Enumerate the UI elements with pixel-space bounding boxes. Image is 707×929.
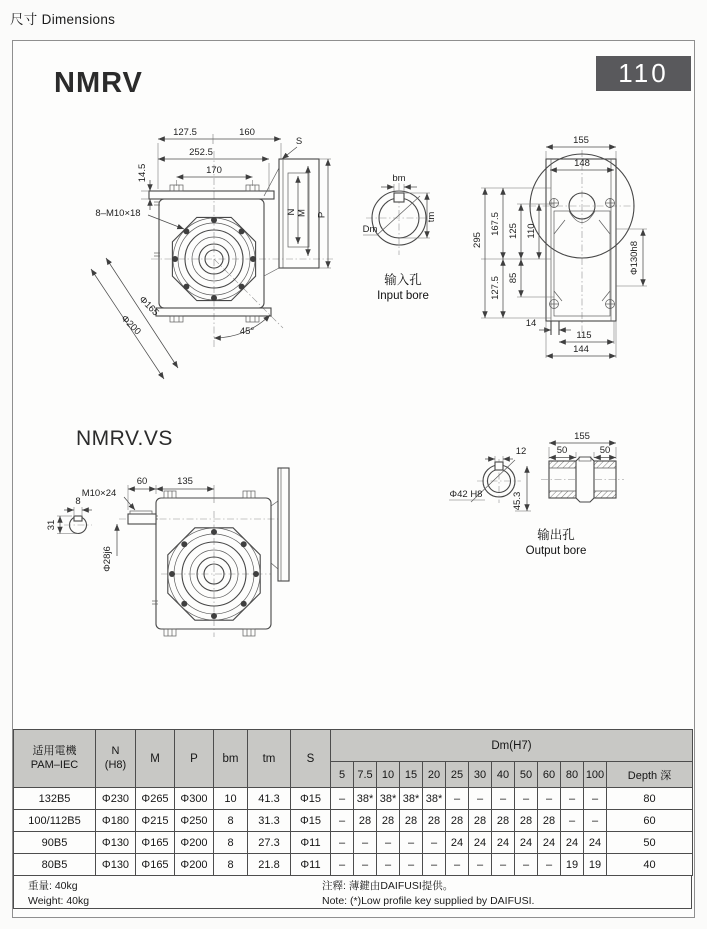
value-cell: –: [400, 832, 423, 854]
value-cell: 60: [607, 810, 693, 832]
value-cell: 28: [354, 810, 377, 832]
value-cell: Φ15: [291, 788, 331, 810]
value-cell: –: [469, 854, 492, 876]
value-cell: 50: [607, 832, 693, 854]
spec-row: [14, 788, 693, 810]
col-header-dm: Dm(H7): [331, 730, 693, 762]
value-cell: 21.8: [248, 854, 291, 876]
value-cell: Φ215: [136, 810, 175, 832]
dim-135: 135: [177, 476, 193, 487]
dm-subheader-cell: 10: [377, 762, 400, 788]
weight-en: Weight: 40kg: [28, 894, 90, 907]
value-cell: –: [492, 854, 515, 876]
value-cell: –: [331, 832, 354, 854]
value-cell: –: [331, 788, 354, 810]
dim-252-5: 252.5: [189, 147, 213, 158]
col-header-p: P: [175, 730, 214, 788]
value-cell: Φ250: [175, 810, 214, 832]
value-cell: 27.3: [248, 832, 291, 854]
dm-subheader-cell: 60: [538, 762, 561, 788]
dim-50b: 50: [599, 445, 611, 456]
value-cell: 24: [538, 832, 561, 854]
bolt-spec-label: 8–M10×18: [95, 208, 141, 219]
dm-subheader-cell: 100: [584, 762, 607, 788]
spec-table-section: [13, 729, 694, 909]
nmrv-drawing: [61, 116, 353, 408]
value-cell: –: [423, 832, 446, 854]
value-cell: –: [377, 854, 400, 876]
value-cell: 19: [584, 854, 607, 876]
col-header-m: M: [136, 730, 175, 788]
value-cell: –: [515, 788, 538, 810]
dim-dm: Dm: [362, 224, 378, 235]
weight-note: [28, 879, 89, 908]
weight-zh: 重量: 40kg: [28, 880, 78, 892]
value-cell: Φ180: [96, 810, 136, 832]
pam-cell: 100/112B5: [14, 810, 96, 832]
value-cell: 28: [538, 810, 561, 832]
dim-s: S: [295, 136, 303, 147]
dm-subheader-cell: 30: [469, 762, 492, 788]
dim-167-5: 167.5: [490, 212, 501, 236]
value-cell: 24: [446, 832, 469, 854]
col-header-s: S: [291, 730, 331, 788]
value-cell: 40: [607, 854, 693, 876]
pam-cell: 90B5: [14, 832, 96, 854]
dim-bm: bm: [392, 173, 406, 184]
value-cell: Φ200: [175, 832, 214, 854]
dim-170: 170: [206, 165, 222, 176]
dim-144: 144: [573, 344, 589, 355]
value-cell: 28: [446, 810, 469, 832]
dm-subheader-cell: 20: [423, 762, 446, 788]
series-title: NMRV: [54, 67, 143, 99]
value-cell: 24: [469, 832, 492, 854]
dim-m: M: [296, 209, 308, 217]
output-bore-caption-zh: 输出孔: [537, 528, 575, 542]
dim-50a: 50: [556, 445, 568, 456]
spec-row: [14, 810, 693, 832]
value-cell: –: [400, 854, 423, 876]
col-header-pam: 适用電機 PAM–IEC: [14, 730, 96, 788]
dim-31: 31: [46, 519, 57, 531]
output-bore-drawing: [441, 431, 693, 567]
input-bore-caption-zh: 输入孔: [384, 273, 422, 287]
value-cell: –: [354, 832, 377, 854]
value-cell: 8: [214, 810, 248, 832]
dim-n: N: [286, 208, 297, 216]
value-cell: 8: [214, 832, 248, 854]
value-cell: 38*: [423, 788, 446, 810]
value-cell: –: [584, 810, 607, 832]
pam-cell: 132B5: [14, 788, 96, 810]
value-cell: 41.3: [248, 788, 291, 810]
dim-p: P: [316, 211, 328, 219]
dim-phi130h8: Φ130h8: [629, 241, 640, 275]
input-bore-shape: [363, 183, 432, 255]
rear-view-drawing: [471, 136, 695, 368]
key-note: [322, 879, 534, 908]
value-cell: 24: [515, 832, 538, 854]
value-cell: Φ200: [175, 854, 214, 876]
value-cell: –: [538, 788, 561, 810]
dim-115: 115: [576, 330, 592, 341]
value-cell: –: [377, 832, 400, 854]
dim-14: 14: [525, 318, 537, 329]
value-cell: 38*: [354, 788, 377, 810]
vs-face: [168, 528, 260, 620]
value-cell: –: [538, 854, 561, 876]
dimension-sheet: [12, 40, 695, 918]
value-cell: –: [492, 788, 515, 810]
value-cell: 28: [469, 810, 492, 832]
input-bore-caption-en: Input bore: [377, 290, 429, 302]
dim-8: 8: [75, 496, 81, 507]
table-footer: [13, 876, 692, 909]
dim-phi28j6: Φ28j6: [102, 546, 113, 572]
value-cell: Φ15: [291, 810, 331, 832]
dm-subheader-cell: 40: [492, 762, 515, 788]
spec-row: [14, 854, 693, 876]
spec-table: [13, 729, 693, 876]
value-cell: 38*: [377, 788, 400, 810]
value-cell: 80: [607, 788, 693, 810]
value-cell: 24: [492, 832, 515, 854]
dim-tm: tm: [426, 211, 437, 223]
dim-phi165: Φ165: [136, 294, 161, 319]
col-header-bm: bm: [214, 730, 248, 788]
output-bore-dims: [485, 443, 616, 511]
value-cell: Φ165: [136, 854, 175, 876]
nmrv-centerlines: [151, 151, 333, 348]
dim-12: 12: [515, 446, 527, 457]
dim-127-5: 127.5: [173, 127, 197, 138]
vs-series-title: NMRV.VS: [76, 427, 173, 450]
value-cell: 24: [584, 832, 607, 854]
dim-phi42h8: Φ42 H8: [449, 489, 483, 500]
dim-phi200: Φ200: [118, 313, 143, 338]
dm-subheader-cell: 25: [446, 762, 469, 788]
dim-127-5b: 127.5: [490, 276, 501, 300]
value-cell: –: [446, 788, 469, 810]
input-bore-drawing: [361, 171, 473, 307]
page-title: 尺寸 Dimensions: [10, 12, 116, 27]
value-cell: 28: [423, 810, 446, 832]
col-header-n: N (H8): [96, 730, 136, 788]
value-cell: –: [354, 854, 377, 876]
value-cell: 19: [561, 854, 584, 876]
nmrv-vs-drawing: [31, 461, 323, 687]
value-cell: –: [446, 854, 469, 876]
vs-body: [128, 468, 289, 636]
dim-148: 148: [574, 158, 590, 169]
spec-table-body: [14, 788, 693, 876]
value-cell: 31.3: [248, 810, 291, 832]
value-cell: 38*: [400, 788, 423, 810]
value-cell: –: [423, 854, 446, 876]
dim-110: 110: [526, 223, 537, 239]
value-cell: –: [331, 854, 354, 876]
value-cell: Φ265: [136, 788, 175, 810]
rear-shape: [530, 154, 634, 335]
value-cell: Φ11: [291, 832, 331, 854]
dim-155: 155: [573, 135, 589, 146]
value-cell: –: [561, 810, 584, 832]
value-cell: Φ165: [136, 832, 175, 854]
dm-subheader-cell: 7.5: [354, 762, 377, 788]
dm-subheader-cell: 15: [400, 762, 423, 788]
value-cell: 28: [492, 810, 515, 832]
dim-125: 125: [508, 223, 519, 239]
value-cell: Φ130: [96, 854, 136, 876]
dim-m10x24: M10×24: [81, 488, 117, 499]
vs-key-detail: [64, 516, 92, 534]
spec-row: [14, 832, 693, 854]
dim-85: 85: [508, 272, 519, 284]
value-cell: 28: [377, 810, 400, 832]
dim-45-3: 45.3: [512, 491, 523, 511]
output-bore-caption-en: Output bore: [525, 545, 587, 557]
value-cell: 10: [214, 788, 248, 810]
value-cell: 28: [400, 810, 423, 832]
dm-subheader-cell: 50: [515, 762, 538, 788]
col-header-tm: tm: [248, 730, 291, 788]
note-en: Note: (*)Low profile key supplied by DAIFUSI.: [322, 894, 535, 907]
value-cell: Φ130: [96, 832, 136, 854]
note-zh: 注釋: 薄鍵由DAIFUSI提供。: [322, 880, 454, 892]
dim-14-5: 14.5: [137, 163, 148, 183]
value-cell: –: [584, 788, 607, 810]
value-cell: Φ230: [96, 788, 136, 810]
pam-cell: 80B5: [14, 854, 96, 876]
output-shaft-section: [541, 457, 624, 502]
value-cell: –: [469, 788, 492, 810]
dim-45deg: 45°: [239, 326, 255, 337]
value-cell: 8: [214, 854, 248, 876]
value-cell: 24: [561, 832, 584, 854]
value-cell: Φ11: [291, 854, 331, 876]
value-cell: Φ300: [175, 788, 214, 810]
dim-295: 295: [472, 232, 483, 248]
dim-60: 60: [136, 476, 148, 487]
value-cell: –: [331, 810, 354, 832]
dim-155b: 155: [574, 431, 590, 442]
dim-160: 160: [239, 127, 255, 138]
dm-subheader-cell: Depth 深: [607, 762, 693, 788]
dm-subheader-cell: 5: [331, 762, 354, 788]
value-cell: 28: [515, 810, 538, 832]
dm-subheader-cell: 80: [561, 762, 584, 788]
value-cell: –: [515, 854, 538, 876]
value-cell: –: [561, 788, 584, 810]
model-size-badge: 110: [596, 56, 691, 91]
